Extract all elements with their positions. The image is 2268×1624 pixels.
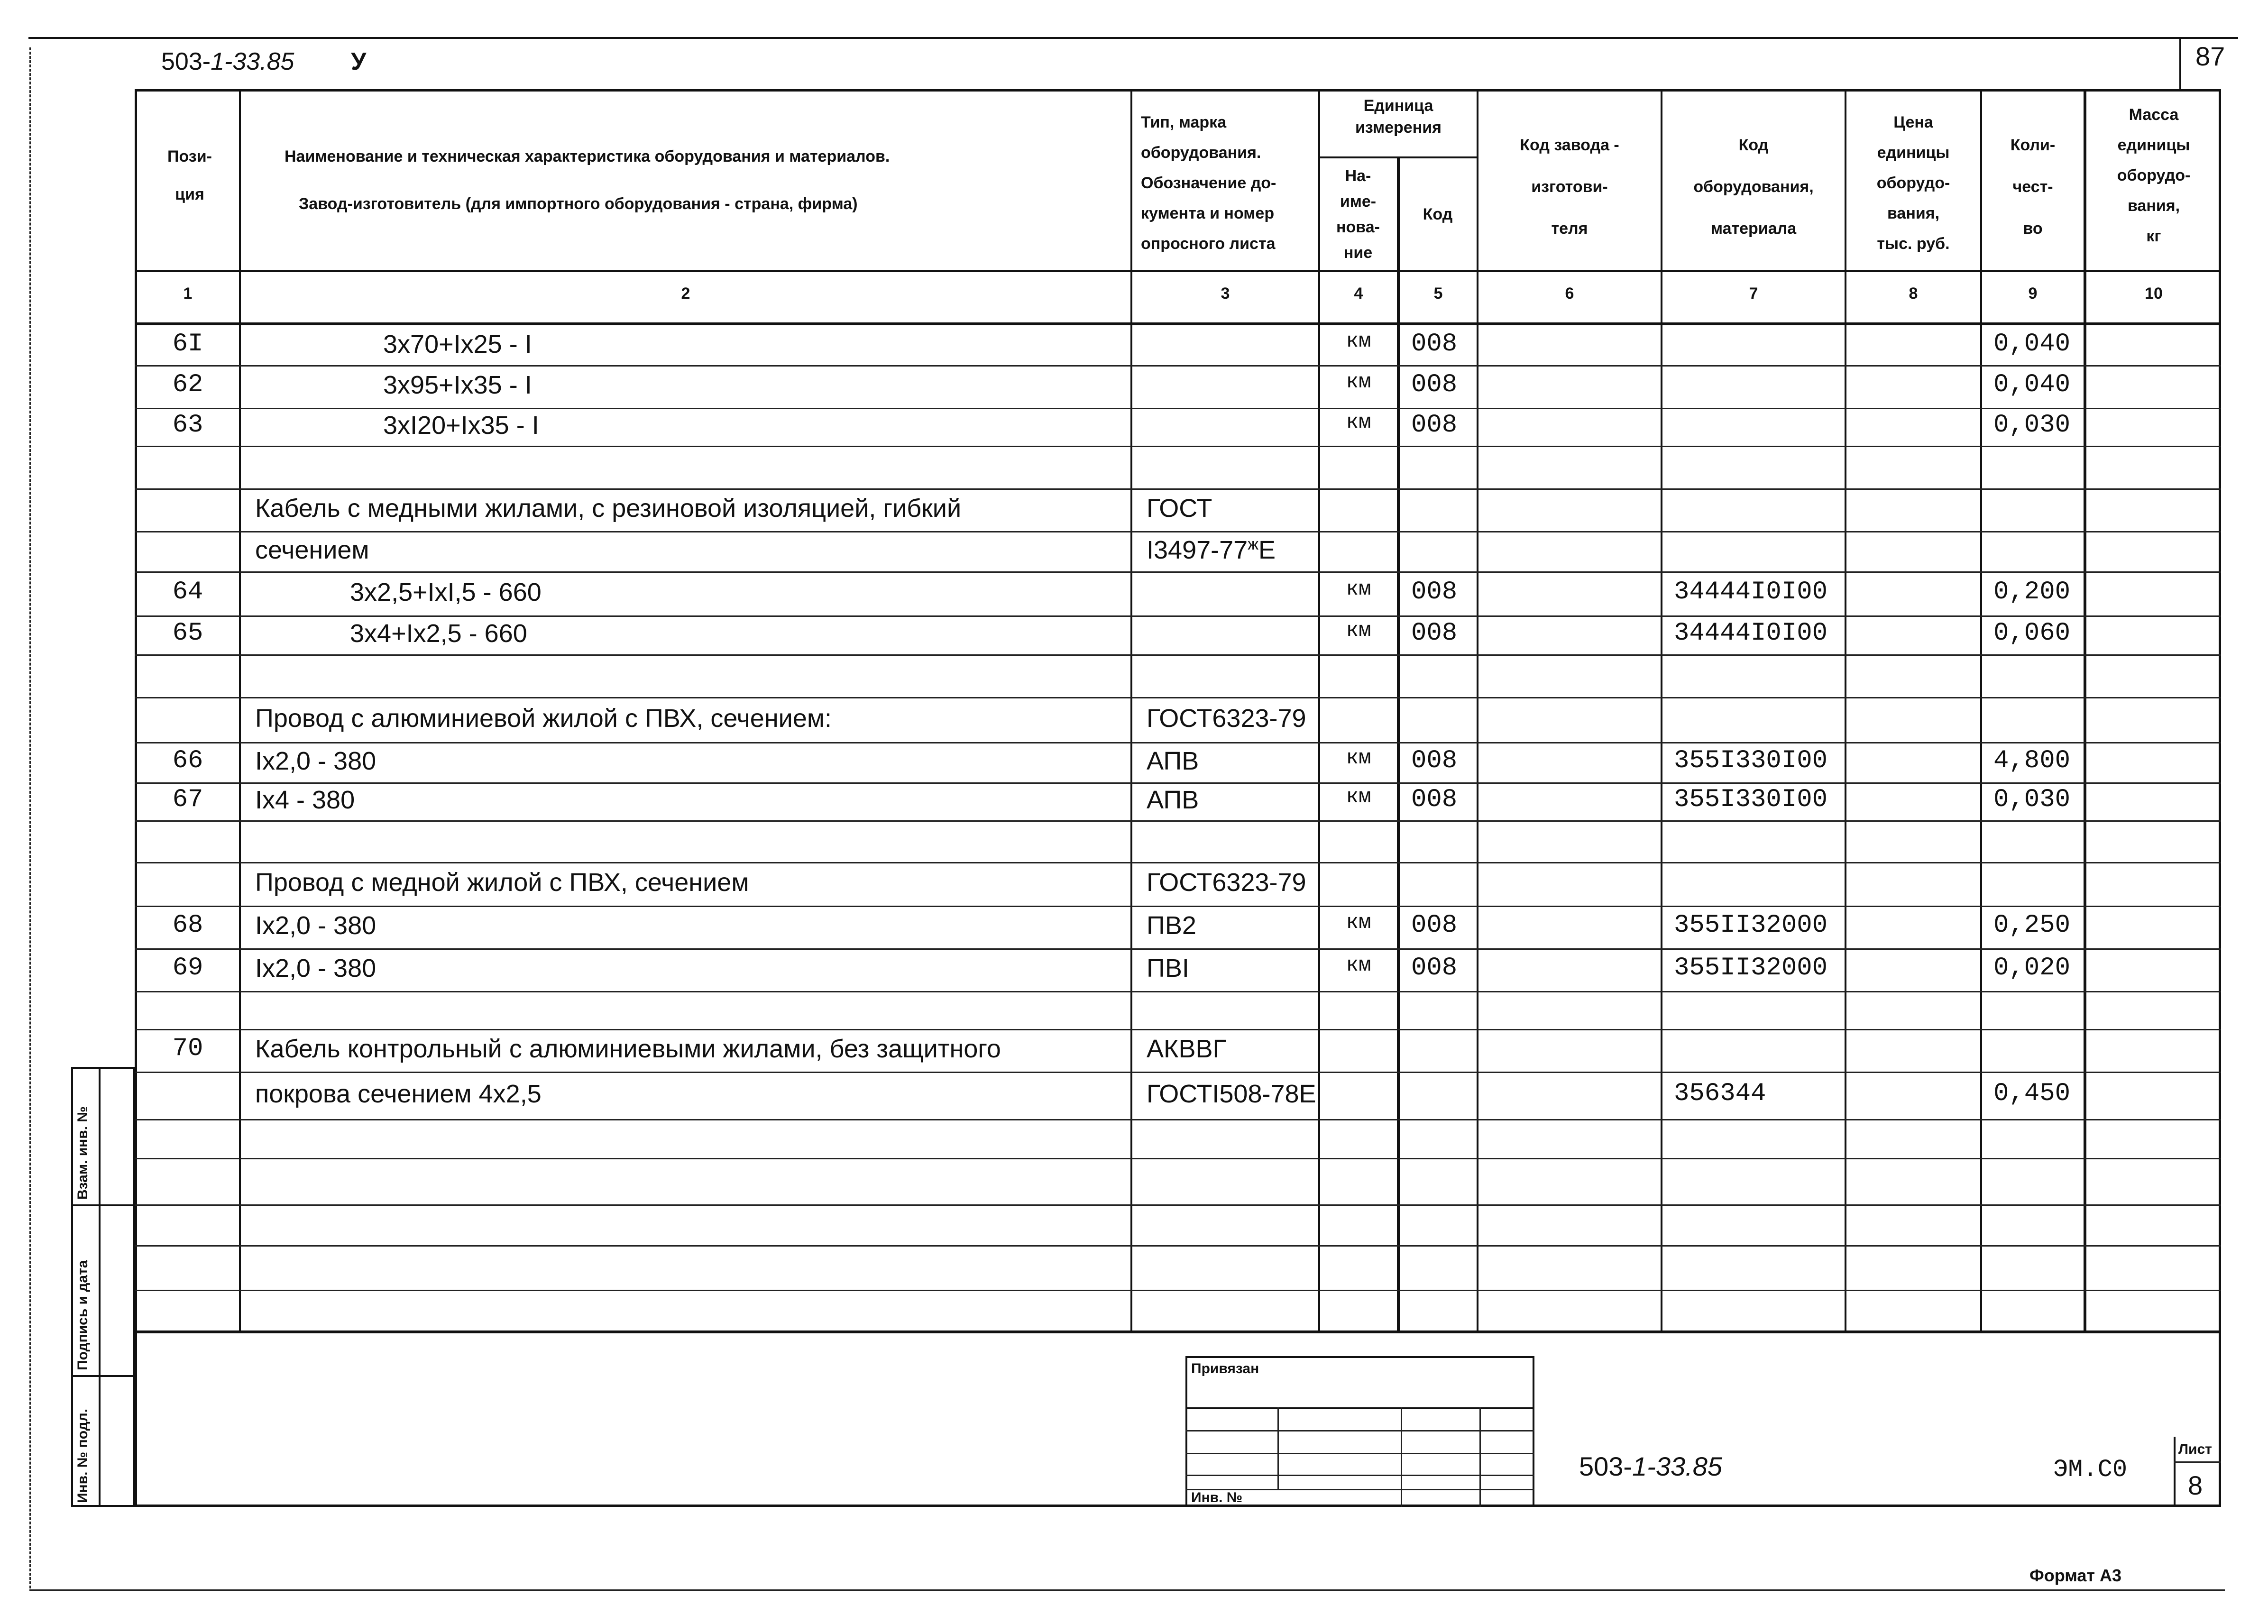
cell-unit-code: 008 [1411,411,1458,440]
sheet-box-left [2174,1437,2176,1507]
cell-unit-code: 008 [1411,577,1458,606]
col-line-9 [1980,89,1982,1331]
cell-unit-code: 008 [1411,330,1458,358]
document-code-prefix: 503- [161,48,211,75]
row-divider [135,365,2221,367]
cell-type: ГОСТI508-78Е [1147,1080,1316,1108]
cell-name: Ix2,0 - 380 [255,954,376,982]
page-number: 87 [2195,41,2225,71]
cell-name: Кабель с медными жилами, с резиновой изоляцией, гибкий [255,494,962,523]
cell-quantity: 0,250 [1993,911,2071,940]
cell-unit: км [1346,954,1371,977]
row-divider [135,1029,2221,1030]
row-divider [135,1072,2221,1073]
row-divider [135,531,2221,532]
header-type: Тип, марка оборудования. Обозначение до- кумента и номер опросного листа [1141,113,1276,253]
cell-type: АПВ [1147,786,1199,814]
header-equipment-code: Код оборудования, материала [1693,136,1814,238]
stamp-line-4 [1185,1475,1534,1476]
header-unit: Единица измерения [1355,97,1442,137]
row-divider [135,782,2221,784]
format-label: Формат А3 [2029,1566,2122,1585]
cell-quantity: 0,020 [1993,954,2071,982]
cell-quantity: 0,040 [1993,330,2071,358]
col-line-10 [2084,89,2086,1331]
cell-position: 70 [172,1034,203,1063]
row-divider [135,697,2221,698]
col-line-3 [1130,89,1132,1331]
cell-unit: км [1346,911,1371,935]
cell-equipment-code: 355II32000 [1674,911,1828,940]
colnum-10: 10 [2145,284,2163,303]
document-mark: У [351,48,367,75]
row-divider [135,906,2221,907]
cell-type: АКВВГ [1147,1035,1227,1063]
frame-top-right-tick [2179,37,2181,89]
frame-bottom-line [29,1589,2225,1591]
colnum-5: 5 [1433,284,1443,303]
stamp-line-3 [1185,1453,1534,1454]
cell-quantity: 0,030 [1993,785,2071,814]
row-divider [135,991,2221,992]
cell-unit-code: 008 [1411,370,1458,399]
cell-type: АПВ [1147,746,1199,775]
colnum-7: 7 [1749,284,1758,303]
cell-position: 67 [172,785,203,814]
cell-unit-code: 008 [1411,619,1458,648]
row-divider [135,1245,2221,1247]
cell-unit: км [1346,785,1371,809]
stamp-line-2 [1185,1430,1534,1431]
cell-position: 64 [172,577,203,606]
frame-top-line [28,37,2238,39]
cell-unit: км [1346,330,1371,353]
cell-quantity: 0,450 [1993,1079,2071,1108]
header-unit-code: Код [1423,205,1453,223]
unit-subheader-line [1318,156,1477,158]
cell-name: покрова сечением 4x2,5 [255,1080,542,1108]
colnum-4: 4 [1354,284,1363,303]
stamp-code-number: 1-33.85 [1632,1451,1723,1481]
cell-name: 3x95+Ix35 - I [383,371,532,399]
col-line-6 [1477,89,1478,1331]
row-divider [135,862,2221,863]
cell-position: 66 [172,746,203,775]
document-code [161,47,294,76]
cell-quantity: 0,040 [1993,370,2071,399]
cell-name: 3x2,5+IxI,5 - 660 [350,578,542,606]
cell-name: Провод с медной жилой с ПВХ, сечением [255,868,749,897]
col-line-5 [1397,156,1400,1331]
row-divider [135,571,2221,573]
header-unit-name: На- име- нова- ние [1336,167,1380,262]
cell-unit-code: 008 [1411,746,1458,775]
cell-type: ПВI [1147,954,1189,982]
stamp-inv: Инв. № [1191,1490,1243,1505]
stamp-left-line [1185,1356,1187,1507]
document-code-number: 1-33.85 [211,48,294,75]
stamp-col-1 [1277,1407,1279,1489]
cell-type: ГОСТ [1147,494,1212,523]
cell-equipment-code: 34444I0I00 [1674,577,1828,606]
cell-unit: км [1346,619,1371,642]
cell-position: 69 [172,954,203,982]
col-line-2 [239,89,241,1331]
stamp-document-code [1579,1451,1722,1482]
header-name: Наименование и техническая характеристика оборудования и материалов. Завод-изготовитель (для импортного оборудования - страна, фирма) [285,147,890,213]
col-line-7 [1661,89,1662,1331]
stamp-col-3 [1479,1407,1481,1507]
row-divider [135,820,2221,822]
side-stamp-sep-2 [71,1375,135,1377]
cell-equipment-code: 355I330I00 [1674,785,1828,814]
header-quantity: Коли- чест- во [2010,136,2056,238]
sheet-label: Лист [2178,1441,2212,1457]
row-divider [135,1119,2221,1120]
cell-unit: км [1346,746,1371,770]
col-line-4 [1318,89,1320,1331]
cell-quantity: 0,200 [1993,577,2071,606]
row-divider [135,654,2221,656]
row-divider [135,1158,2221,1159]
cell-equipment-code: 34444I0I00 [1674,619,1828,648]
cell-name: 3x70+Ix25 - I [383,330,532,358]
cell-type-superscript: ж [1248,535,1258,553]
cell-name: Ix4 - 380 [255,786,355,814]
cell-quantity: 0,030 [1993,411,2071,440]
stamp-col-2 [1401,1407,1402,1507]
colnum-bottom-line [135,322,2221,325]
side-inv-podl: Инв. № подл. [75,1408,91,1503]
cell-equipment-code: 355I330I00 [1674,746,1828,775]
cell-position: 63 [172,411,203,440]
row-divider [135,446,2221,447]
cell-quantity: 4,800 [1993,746,2071,775]
stamp-top-line [1185,1356,1534,1358]
row-divider [135,948,2221,950]
cell-position: 6I [172,330,203,358]
table-body-bottom-line [135,1330,2221,1333]
cell-type: ГОСТ6323-79 [1147,868,1306,897]
row-divider [135,742,2221,743]
stamp-sheet-code: ЭМ.С0 [2053,1456,2128,1484]
colnum-2: 2 [681,284,690,303]
stamp-line-1 [1185,1407,1534,1409]
cell-position: 68 [172,911,203,940]
cell-unit-code: 008 [1411,785,1458,814]
header-position: Пози- ция [167,147,212,203]
cell-type: $I3497-77^жЕ$ [1147,535,1276,564]
stamp-code-prefix: 503- [1579,1451,1633,1481]
header-factory-code: Код завода - изготови- теля [1520,136,1619,238]
cell-name: Ix2,0 - 380 [255,911,376,940]
cell-unit-code: 008 [1411,954,1458,982]
sheet-box-divider [2174,1461,2221,1463]
stamp-privyazan: Привязан [1191,1361,1259,1376]
cell-type-suffix: Е [1258,535,1276,564]
cell-unit: км [1346,411,1371,434]
cell-name: Провод с алюминиевой жилой с ПВХ, сечением: [255,704,832,733]
side-stamp-divider [99,1067,101,1507]
cell-unit: км [1346,577,1371,601]
cell-position: 62 [172,370,203,399]
row-divider [135,1204,2221,1206]
side-podpis: Подпись и дата [75,1260,91,1370]
stamp-right-line [1533,1356,1534,1507]
colnum-8: 8 [1909,284,1918,303]
cell-type: ПВ2 [1147,911,1196,940]
cell-equipment-code: 355II32000 [1674,954,1828,982]
row-divider [135,408,2221,409]
row-divider [135,1290,2221,1291]
col-line-8 [1845,89,1846,1331]
cell-position: 65 [172,619,203,648]
side-stamp-sep-1 [71,1204,135,1206]
frame-left-dash [29,47,31,1588]
cell-name: Кабель контрольный с алюминиевыми жилами, без защитного [255,1035,1001,1063]
header-price: Цена единицы оборудо- вания, тыс. руб. [1876,113,1950,253]
colnum-6: 6 [1565,284,1574,303]
cell-unit-code: 008 [1411,911,1458,940]
header-mass: Масса единицы оборудо- вания, кг [2117,106,2191,245]
colnum-9: 9 [2028,284,2038,303]
row-divider [135,488,2221,490]
sheet-number: 8 [2188,1470,2203,1500]
side-vzam: Взам. инв. № [75,1106,91,1200]
cell-name: 3x4+Ix2,5 - 660 [350,619,527,648]
row-divider [135,615,2221,617]
colnum-3: 3 [1221,284,1230,303]
cell-name: сечением [255,535,369,564]
cell-quantity: 0,060 [1993,619,2071,648]
cell-unit: км [1346,370,1371,394]
cell-name: 3xI20+Ix35 - I [383,411,539,440]
header-bottom-line [135,270,2221,272]
cell-name: Ix2,0 - 380 [255,746,376,775]
cell-equipment-code: 356344 [1674,1079,1766,1108]
colnum-1: 1 [183,284,193,303]
cell-type: ГОСТ6323-79 [1147,704,1306,733]
